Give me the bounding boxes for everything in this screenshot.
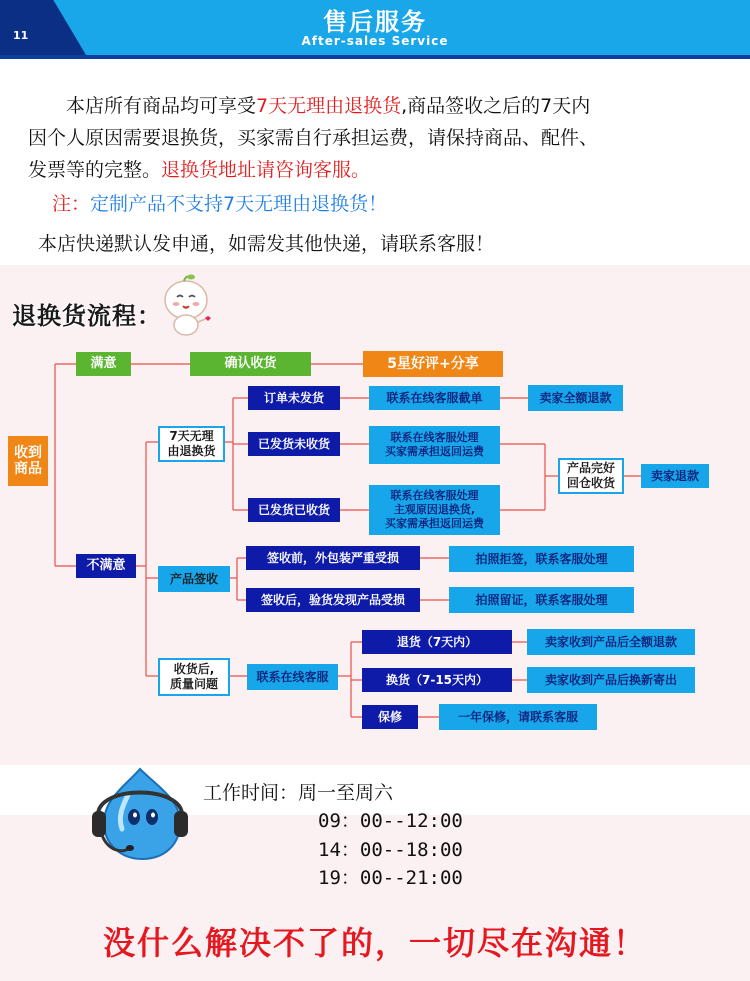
exchange-15day-result-box: 卖家收到产品后换新寄出 — [527, 667, 695, 693]
after-sign-box: 签收后，验货发现产品受损 — [246, 588, 420, 612]
before-sign-box: 签收前，外包装严重受损 — [246, 546, 420, 570]
return-7day-box: 7天无理 由退换货 — [158, 426, 225, 462]
not-shipped-box: 订单未发货 — [248, 386, 340, 410]
exchange-15day-box: 换货（7-15天内） — [362, 668, 512, 692]
work-time-1: 09：00--12:00 — [318, 810, 463, 832]
confirm-receipt-box: 确认收货 — [190, 352, 311, 376]
seller-refund-box: 卖家退款 — [641, 464, 709, 488]
work-hours-label: 工作时间：周一至周六 — [203, 782, 394, 804]
contact-subjective-box: 联系在线客服处理 主观原因退换货, 买家需承担返回运费 — [369, 485, 500, 535]
shipped-not-received-box: 已发货未收货 — [248, 432, 340, 456]
slogan: 没什么解决不了的，一切尽在沟通！ — [102, 924, 647, 962]
reject-photo-box: 拍照拒签，联系客服处理 — [449, 546, 634, 572]
page-number: 11 — [13, 29, 29, 42]
full-refund-box: 卖家全额退款 — [528, 385, 623, 411]
refund-7day-result-box: 卖家收到产品后全额退款 — [527, 629, 695, 655]
note-label: 注： — [52, 193, 91, 215]
contact-intercept-box: 联系在线客服截单 — [369, 386, 500, 410]
policy-address-highlight: 退换货地址请咨询客服。 — [161, 159, 371, 181]
policy-line2: 因个人原因需要退换货，买家需自行承担运费，请保持商品、配件、 — [28, 127, 599, 149]
policy-line3-prefix: 发票等的完整。 — [28, 159, 162, 181]
five-star-review-box: 5星好评+分享 — [363, 351, 503, 377]
policy-7day-highlight: 7天无理由退换货 — [256, 95, 402, 117]
contact-return-fee-box: 联系在线客服处理 买家需承担返回运费 — [369, 426, 500, 464]
refund-7day-box: 退货（7天内） — [362, 630, 512, 654]
keep-photo-box: 拍照留证，联系客服处理 — [449, 587, 634, 613]
work-time-3: 19：00--21:00 — [318, 867, 463, 889]
repair-result-box: 一年保修，请联系客服 — [439, 704, 597, 730]
repair-box: 保修 — [362, 705, 418, 729]
unsatisfied-box: 不满意 — [76, 554, 136, 578]
page-subtitle: After-sales Service — [301, 34, 449, 48]
product-back-box: 产品完好 回仓收货 — [558, 458, 624, 494]
shipped-received-box: 已发货已收货 — [248, 498, 340, 522]
product-sign-box: 产品签收 — [158, 566, 230, 592]
page-title: 售后服务 — [323, 7, 427, 36]
flow-title: 退换货流程： — [12, 302, 162, 330]
after-receipt-box: 收货后, 质量问题 — [158, 658, 230, 696]
policy-line1-prefix: 本店所有商品均可享受 — [66, 95, 257, 117]
contact-online-box: 联系在线客服 — [247, 664, 338, 690]
shipping-note: 本店快递默认发申通，如需发其他快递，请联系客服！ — [38, 233, 495, 255]
received-goods-box: 收到 商品 — [8, 436, 48, 486]
satisfied-box: 满意 — [76, 352, 131, 376]
headset-mascot-icon — [88, 765, 193, 865]
policy-line1-suffix: ,商品签收之后的7天内 — [401, 95, 591, 117]
work-time-2: 14：00--18:00 — [318, 839, 463, 861]
note-text: 定制产品不支持7天无理由退换货！ — [90, 193, 388, 215]
